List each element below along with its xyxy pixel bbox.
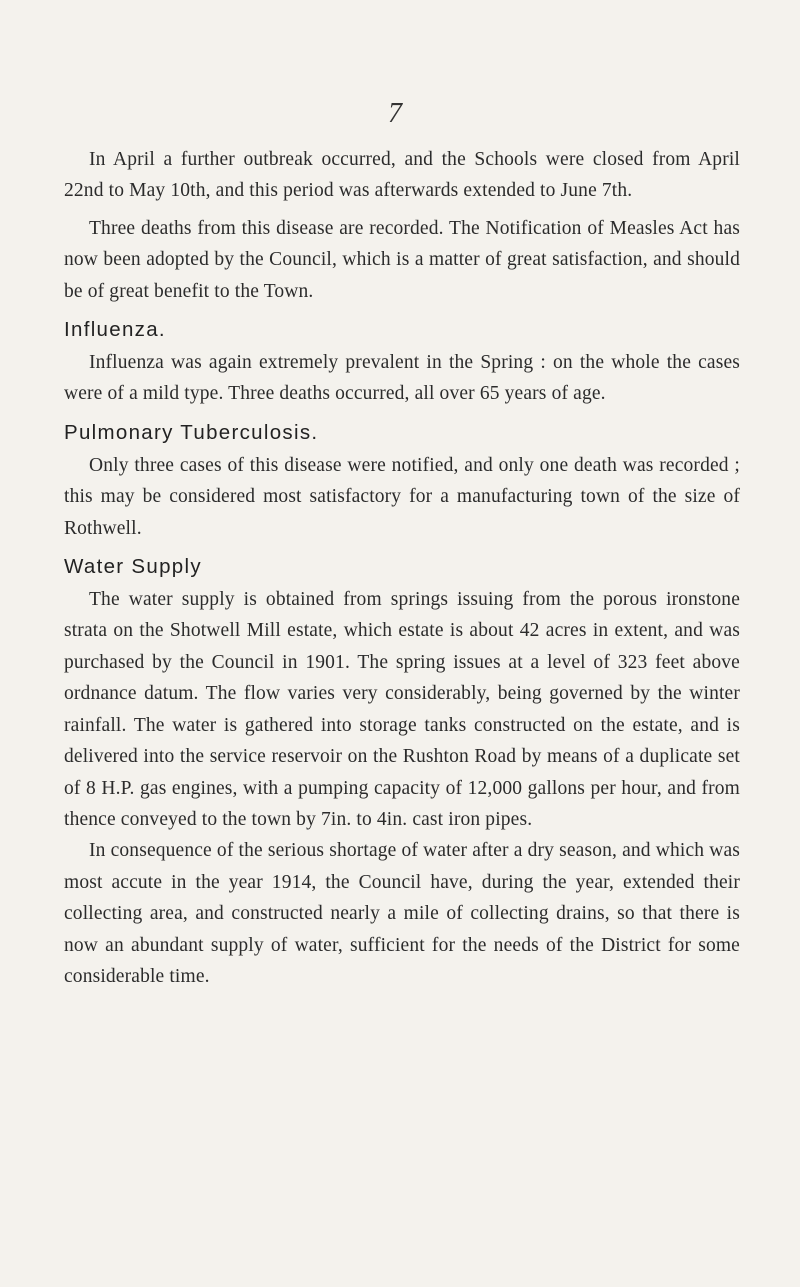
tuberculosis-section — [64, 418, 740, 544]
page-body — [64, 144, 740, 992]
section-heading: Pulmonary Tuberculosis. — [64, 420, 319, 444]
paragraph: In consequence of the serious shortage of water after a dry season, and which was most accute in the year 1914, the Council have, during the year, extended their collecting area, and constructed nearly a mile of collecting drains, so that there is now an abundant supply of water, sufficient for the needs of the District for some considerable time. — [64, 840, 740, 987]
measles-section — [64, 144, 740, 307]
section-heading: Influenza. — [64, 318, 166, 342]
paragraph: Only three cases of this disease were notified, and only one death was recorded ; this may be considered most satisfactory for a manufacturing town of the size of Rothwell. — [64, 454, 740, 539]
paragraph: In April a further outbreak occurred, and the Schools were closed from April 22nd to May 10th, and this period was afterwards extended to June 7th. — [64, 149, 740, 202]
water-supply-section — [64, 552, 740, 992]
section-heading: Water Supply — [64, 555, 202, 579]
paragraph: Influenza was again extremely prevalent in the Spring : on the whole the cases were of a mild type. Three deaths occurred, all over 65 years of age. — [64, 352, 740, 405]
page-number: 7 — [388, 98, 402, 129]
paragraph: Three deaths from this disease are recorded. The Notification of Measles Act has now been adopted by the Council, which is a matter of great satisfaction, and should be of great benefit to the Town. — [64, 217, 740, 302]
paragraph: The water supply is obtained from springs issuing from the porous ironstone strata on the Shotwell Mill estate, which estate is about 42 acres in extent, and was purchased by the Council in 1901. The spring issues at a level of 323 feet above ordnance datum. The flow varies very considerably, being governed by the winter rainfall. The water is gathered into storage tanks constructed on the estate, and is delivered into the service reservoir on the Rushton Road by means of a duplicate set of 8 H.P. gas engines, with a pumping capacity of 12,000 gallons per hour, and from thence conveyed to the town by 7in. to 4in. cast iron pipes. — [64, 589, 740, 830]
influenza-section — [64, 315, 740, 410]
